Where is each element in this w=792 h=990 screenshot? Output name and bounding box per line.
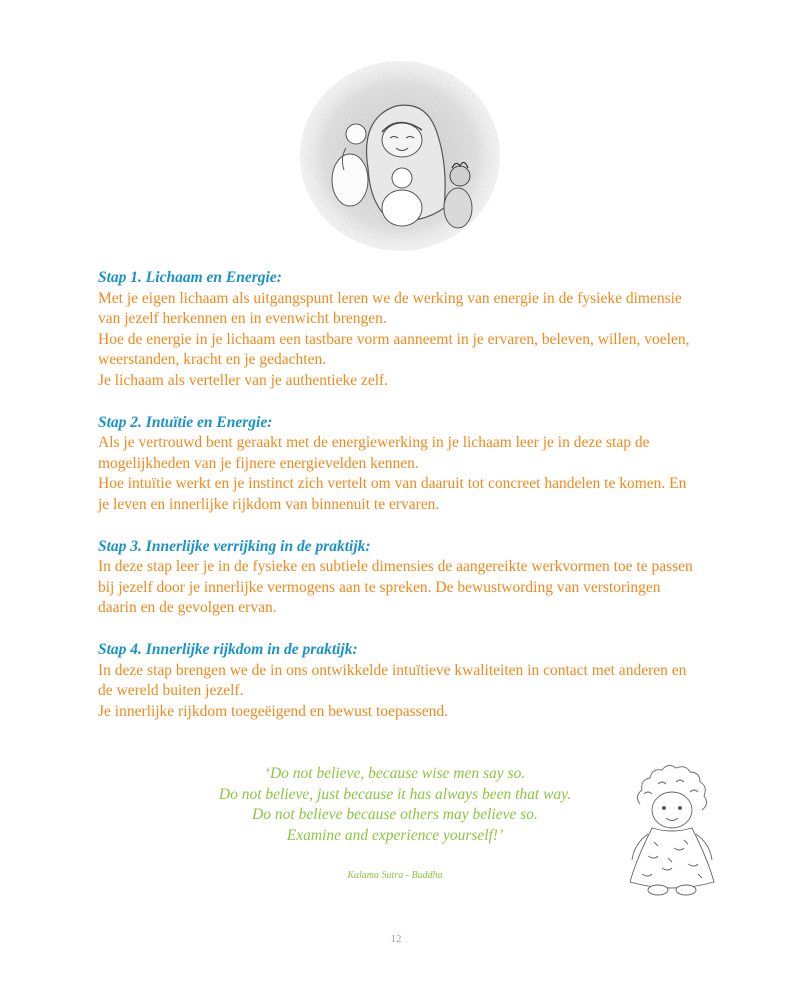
section-paragraph: Met je eigen lichaam als uitgangspunt leren we de werking van energie in de fysieke dimensie van jezelf herkennen en in evenwicht brengen.: [98, 289, 682, 328]
section-step-1: [98, 268, 698, 392]
section-paragraph: Hoe intuïtie werkt en je instinct zich vertelt om van daaruit tot concreet handelen te komen. En je leven en innerlijke rijkdom van binnenuit te ervaren.: [98, 475, 687, 513]
section-heading: Stap 3. Innerlijke verrijking in de praktijk:: [98, 537, 371, 555]
section-step-2: [98, 413, 698, 516]
bottom-illustration: [618, 764, 726, 900]
quote-line: ‘Do not believe, because wise men say so.: [264, 765, 526, 782]
section-step-3: [98, 537, 698, 619]
section-heading: Stap 1. Lichaam en Energie:: [98, 269, 282, 286]
quote-line: Examine and experience yourself!’: [286, 826, 504, 844]
quote-line: Do not believe, just because it has always been that way.: [218, 785, 572, 803]
section-paragraph: Je lichaam als verteller van je authentieke zelf.: [98, 371, 389, 389]
top-illustration: [298, 58, 502, 254]
section-paragraph: Hoe de energie in je lichaam een tastbare vorm aanneemt in je ervaren, beleven, willen, voelen, weerstanden, kracht en je gedachten.: [98, 330, 690, 369]
main-content: [98, 268, 698, 743]
quote-attribution: Kalama Sutra - Buddha: [347, 870, 443, 881]
page-number: 12: [390, 933, 402, 945]
section-paragraph: Als je vertrouwd bent geraakt met de energiewerking in je lichaam leer je in deze stap de mogelijkheden van je fijnere energievelden kennen.: [98, 434, 650, 472]
section-heading: Stap 2. Intuïtie en Energie:: [98, 413, 273, 431]
section-paragraph: Je innerlijke rijkdom toegeëigend en bewust toepassend.: [98, 702, 448, 720]
section-heading: Stap 4. Innerlijke rijkdom in de praktijk:: [98, 640, 358, 658]
quote-block: [150, 764, 640, 846]
section-paragraph: In deze stap brengen we de in ons ontwikkelde intuïtieve kwaliteiten in contact met anderen en de wereld buiten jezelf.: [98, 661, 687, 700]
quote-line: Do not believe because others may believe so.: [252, 806, 538, 823]
section-step-4: [98, 640, 698, 722]
section-paragraph: In deze stap leer je in de fysieke en subtiele dimensies de aangereikte werkvormen toe te passen bij jezelf door je innerlijke vermogens aan te spreken. De bewustwording van verstoringen daarin en de gevolgen ervan.: [98, 558, 693, 617]
